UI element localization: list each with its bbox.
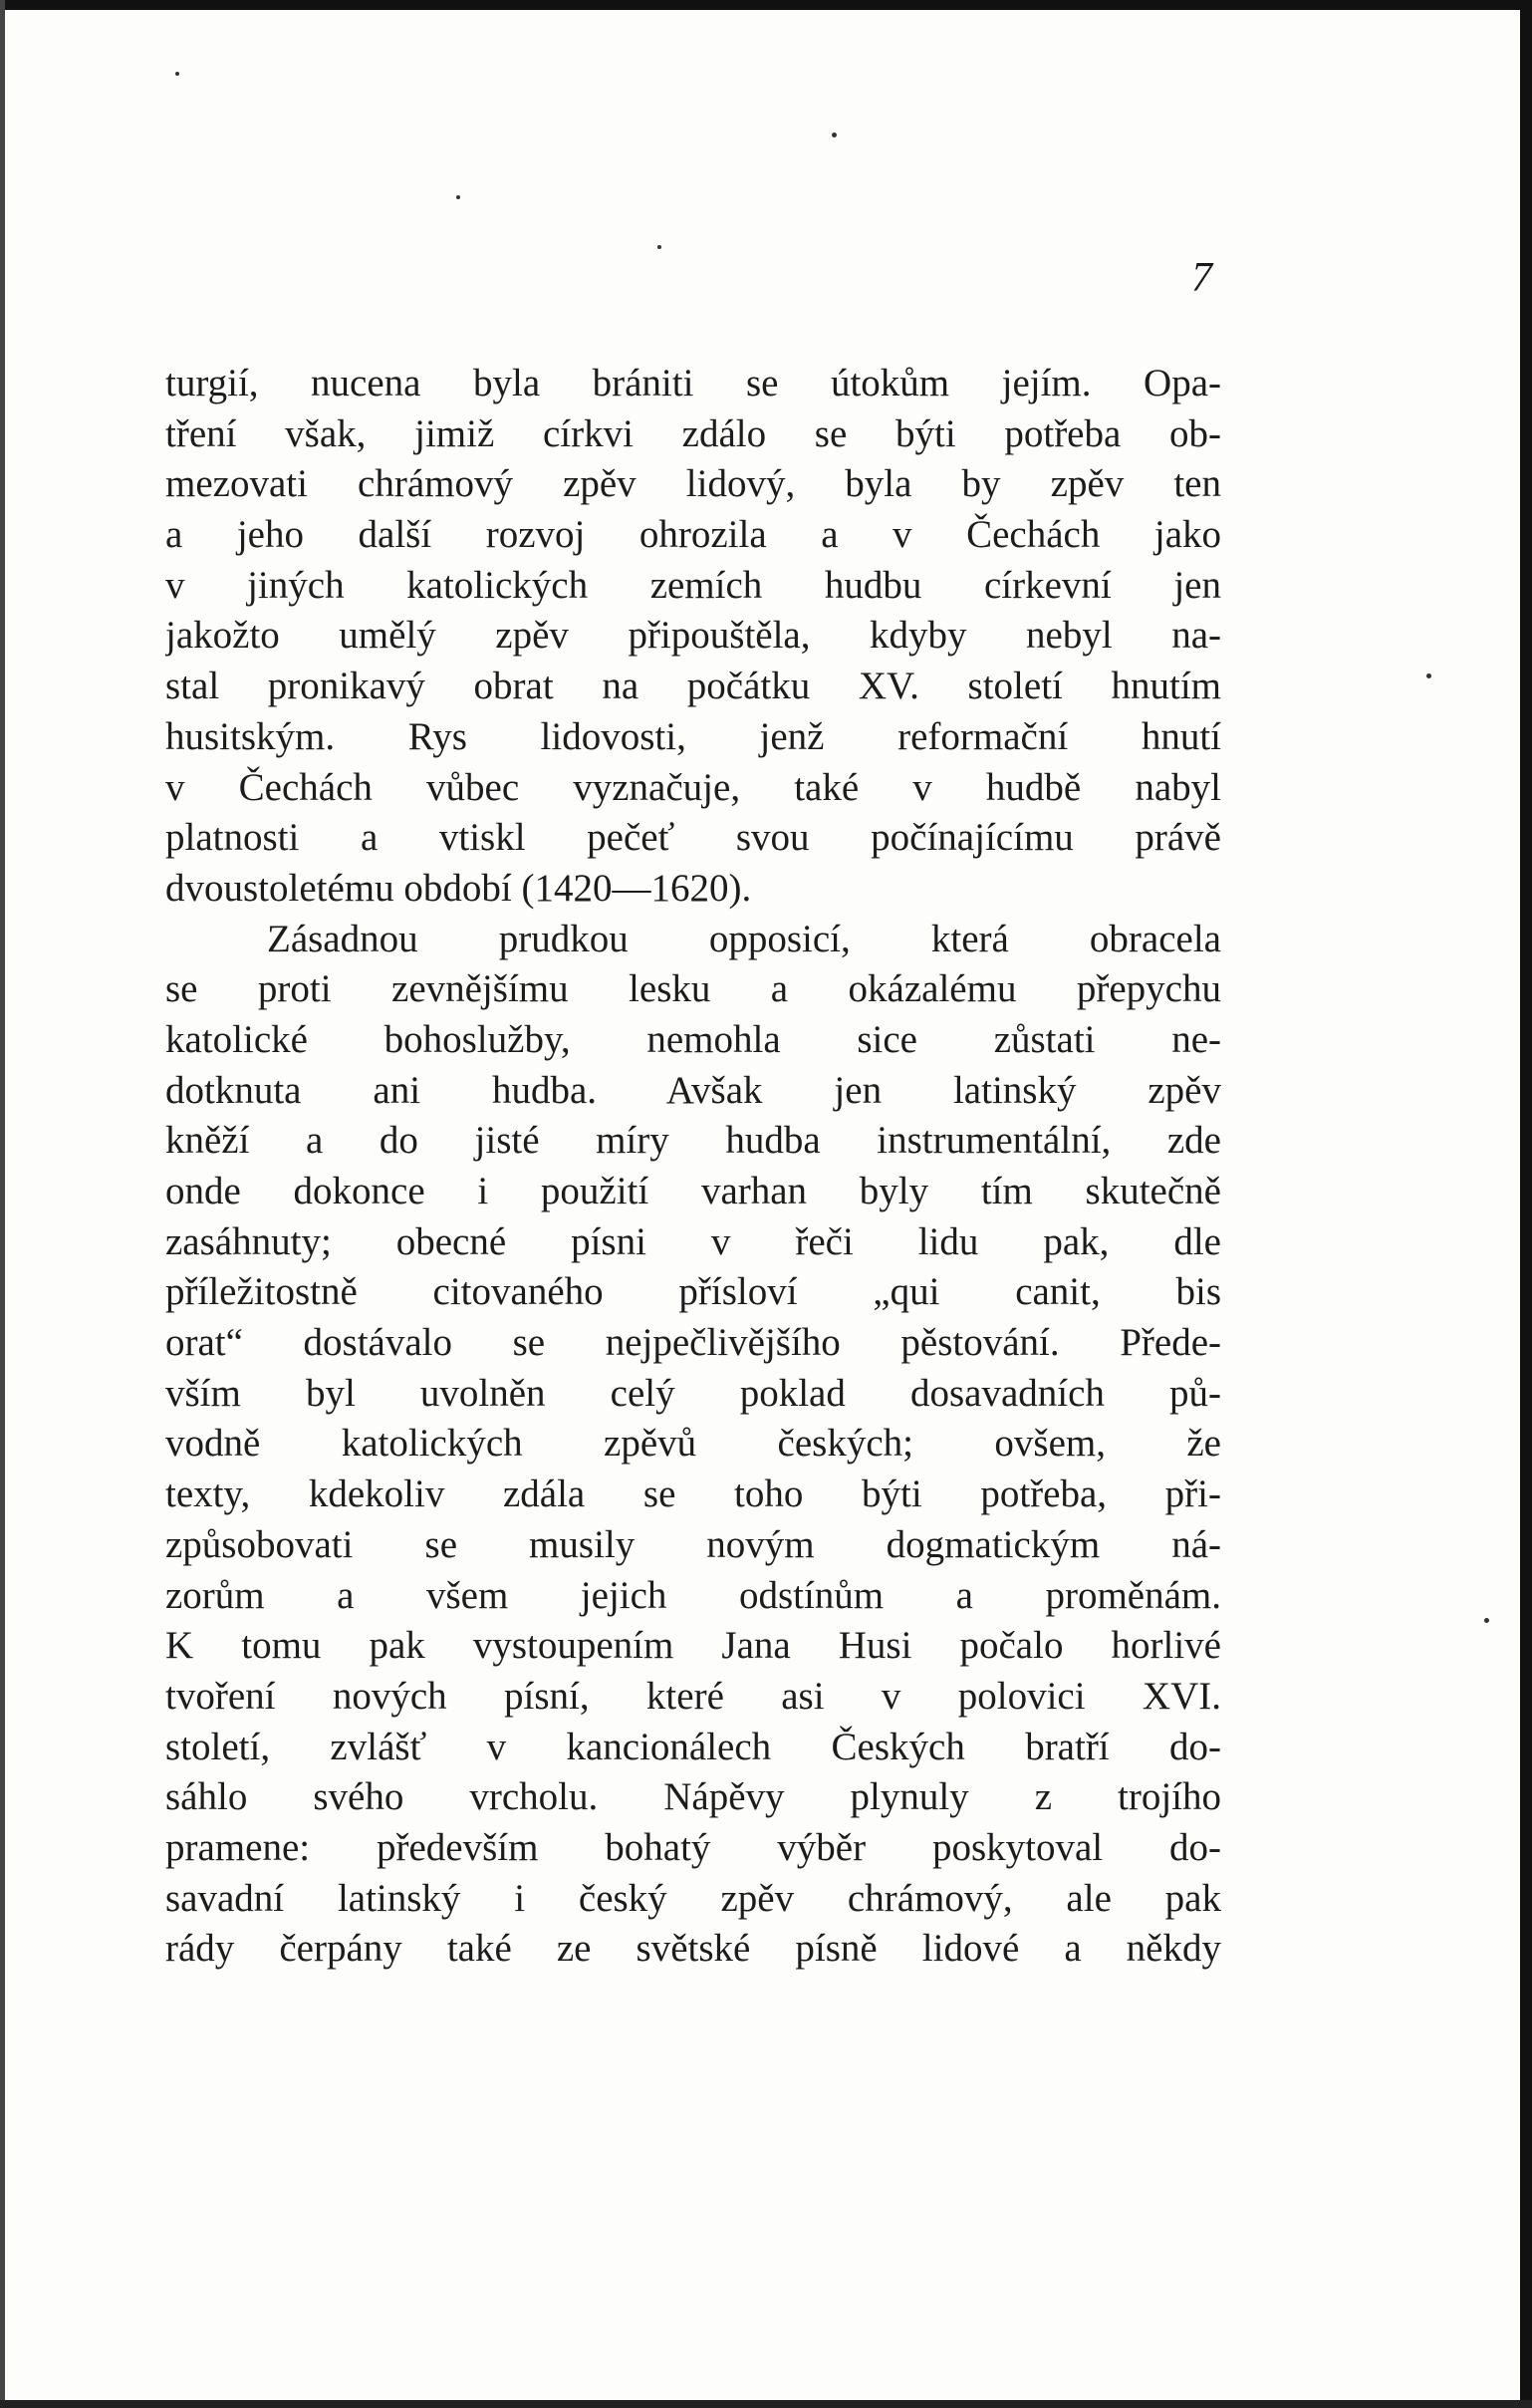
scan-speck — [456, 195, 460, 199]
text-line: platnosti a vtiskl pečeť svou počínajícímu právě — [165, 816, 1221, 860]
text-line: Zásadnou prudkou opposicí, která obracela — [267, 917, 1221, 960]
text-line: zorům a všem jejich odstínům a proměnám. — [165, 1573, 1221, 1617]
text-line: příležitostně citovaného přísloví „qui canit, bis — [165, 1270, 1221, 1314]
text-line: způsobovati se musily novým dogmatickým ná- — [165, 1522, 1221, 1566]
text-line: jakožto umělý zpěv připouštěla, kdyby nebyl na- — [165, 614, 1221, 658]
scan-edge-left — [0, 0, 5, 2408]
text-line: turgií, nucena byla brániti se útokům jejím. Opa- — [165, 362, 1221, 404]
text-line: texty, kdekoliv zdála se toho býti potřeba, při- — [165, 1472, 1221, 1516]
body-text — [165, 359, 1221, 1975]
text-line: pramene: především bohatý výběr poskytoval do- — [165, 1825, 1221, 1869]
text-line: stal pronikavý obrat na počátku XV. století hnutím — [165, 665, 1221, 708]
scan-speck — [1484, 1618, 1489, 1623]
text-line: kněží a do jisté míry hudba instrumentální, zde — [165, 1119, 1221, 1163]
text-line: v Čechách vůbec vyznačuje, také v hudbě nabyl — [165, 765, 1221, 809]
scan-speck — [175, 72, 179, 76]
text-line: dvoustoletému období (1420—1620). — [165, 866, 752, 910]
text-line: vším byl uvolněn celý poklad dosavadních pů- — [165, 1371, 1221, 1415]
text-line: se proti zevnějšímu lesku a okázalému přepychu — [165, 967, 1221, 1011]
scan-speck — [832, 133, 837, 137]
text-line: katolické bohoslužby, nemohla sice zůstati ne- — [165, 1017, 1221, 1061]
scan-edge-top — [0, 0, 1532, 10]
scan-edge-bottom — [0, 2400, 1532, 2408]
text-line: husitským. Rys lidovosti, jenž reformační hnutí — [165, 714, 1221, 758]
text-line: dotknuta ani hudba. Avšak jen latinský zpěv — [165, 1068, 1221, 1112]
text-line: rády čerpány také ze světské písně lidové a někdy — [165, 1927, 1221, 1971]
text-line: v jiných katolických zemích hudbu církevní jen — [165, 563, 1221, 607]
text-line: savadní latinský i český zpěv chrámový, ale pak — [165, 1876, 1221, 1920]
text-line: tření však, jimiž církvi zdálo se býti potřeba ob- — [165, 411, 1221, 455]
text-line: onde dokonce i použití varhan byly tím skutečně — [165, 1170, 1221, 1212]
text-line: vodně katolických zpěvů českých; ovšem, že — [165, 1422, 1221, 1466]
text-line: zasáhnuty; obecné písni v řeči lidu pak, dle — [165, 1219, 1221, 1263]
text-line: orat“ dostávalo se nejpečlivějšího pěstování. Přede- — [165, 1321, 1221, 1365]
text-line: a jeho další rozvoj ohrozila a v Čechách jako — [165, 513, 1221, 557]
text-line: mezovati chrámový zpěv lidový, byla by zpěv ten — [165, 462, 1221, 506]
text-line: sáhlo svého vrcholu. Nápěvy plynuly z trojího — [165, 1775, 1221, 1819]
text-line: K tomu pak vystoupením Jana Husi počalo horlivé — [165, 1624, 1221, 1668]
scan-edge-right — [1520, 0, 1532, 2408]
text-line: tvoření nových písní, které asi v polovici XVI. — [165, 1674, 1221, 1718]
text-line: století, zvlášť v kancionálech Českých bratří do- — [165, 1725, 1221, 1768]
scan-speck — [657, 245, 661, 249]
page-number: 7 — [1191, 255, 1212, 301]
scan-speck — [1426, 673, 1431, 678]
